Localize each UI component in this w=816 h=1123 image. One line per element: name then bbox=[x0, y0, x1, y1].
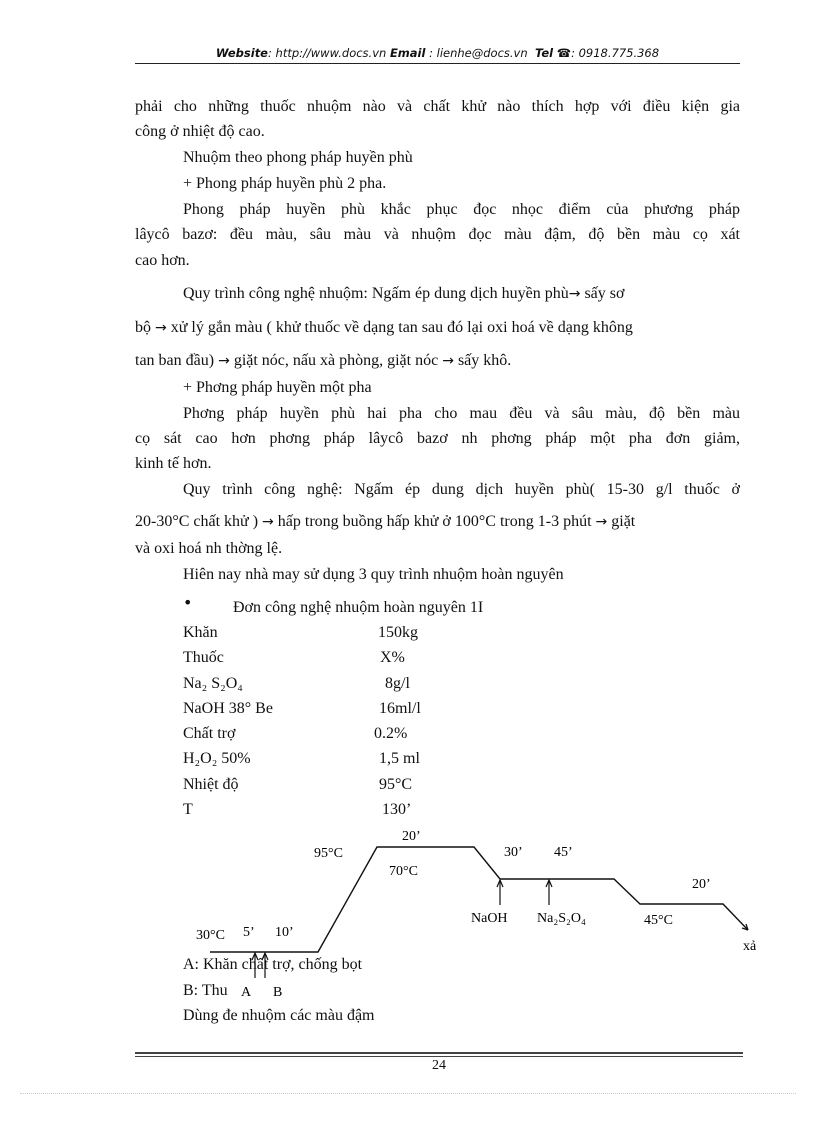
recipe-value: 0.2% bbox=[374, 725, 408, 742]
recipe-value: 8g/l bbox=[385, 675, 410, 692]
recipe-key: Na₂ S₂O₄ bbox=[183, 675, 243, 692]
list-heading: Đơn công nghệ nhuộm hoàn nguyên 1I bbox=[233, 599, 484, 616]
paragraph-line: Quy trình công nghệ: Ngấm ép dung dịch huyền phù( 15-30 g/l thuốc ở bbox=[183, 481, 740, 498]
text-span: tan ban đầu) bbox=[135, 352, 219, 369]
footer-rule bbox=[135, 1052, 743, 1054]
tel-label: Tel bbox=[534, 46, 554, 60]
label-10min: 10’ bbox=[275, 925, 294, 940]
recipe-key: Thuốc bbox=[183, 649, 224, 666]
paragraph-line: và oxi hoá nh thờng lệ. bbox=[135, 540, 283, 557]
label-45min: 45’ bbox=[554, 845, 573, 860]
label-a: A bbox=[241, 985, 252, 1000]
recipe-key: T bbox=[183, 801, 193, 818]
arrow-icon: → bbox=[568, 286, 581, 302]
text-span: bộ bbox=[135, 319, 155, 336]
paragraph-line: Phong pháp huyền phù khắc phục đọc nhọc điểm của phương pháp bbox=[183, 201, 740, 218]
paragraph-line: kinh tế hơn. bbox=[135, 455, 212, 472]
label-5min: 5’ bbox=[243, 925, 255, 940]
arrow-icon: → bbox=[442, 353, 454, 369]
recipe-value: 16ml/l bbox=[379, 700, 421, 717]
text-span: 20-30°C chất khử ) bbox=[135, 513, 263, 530]
note-b: B: Thu bbox=[183, 982, 228, 999]
text-span: sấy sơ bbox=[580, 285, 625, 302]
label-30min: 30’ bbox=[504, 845, 523, 860]
recipe-value: X% bbox=[380, 649, 405, 666]
label-na2s2o4: Na₂S₂O₄ bbox=[537, 911, 586, 926]
text-span: Quy trình công nghệ nhuộm: Ngấm ép dung dịch huyền phù bbox=[183, 285, 569, 302]
paragraph-line: công ở nhiệt độ cao. bbox=[135, 123, 265, 140]
arrow-icon: → bbox=[155, 320, 167, 336]
paragraph-line: lâycô bazơ: đều màu, sâu màu và nhuộm đọc màu đậm, độ bền màu cọ xát bbox=[135, 226, 740, 243]
recipe-value: 130’ bbox=[382, 801, 412, 818]
label-45c: 45°C bbox=[644, 913, 673, 928]
email-label: Email bbox=[389, 46, 426, 60]
note-a: A: Khăn chất trợ, chống bọt bbox=[183, 956, 363, 973]
arrow-icon: → bbox=[595, 514, 608, 530]
page-bottom-dots bbox=[20, 1093, 796, 1094]
paragraph-line: Hiên nay nhà may sử dụng 3 quy trình nhuộm hoàn nguyên bbox=[183, 566, 564, 583]
label-b: B bbox=[273, 985, 283, 1000]
recipe-key: NaOH 38° Be bbox=[183, 700, 273, 717]
label-20min-b: 20’ bbox=[692, 877, 711, 892]
text-span: giặt nóc, nấu xà phòng, giặt nóc bbox=[229, 352, 443, 369]
paragraph-line: cọ sát cao hơn phơng pháp lâycô bazơ nh phơng pháp một pha đơn giảm, bbox=[135, 430, 740, 447]
label-70c: 70°C bbox=[389, 864, 418, 879]
label-naoh: NaOH bbox=[471, 911, 508, 926]
phone-icon: ☎ bbox=[556, 46, 572, 60]
footer-rule bbox=[135, 1056, 743, 1057]
bullet-icon: • bbox=[183, 593, 193, 612]
recipe-value: 95°C bbox=[379, 776, 413, 793]
recipe-value: 1,5 ml bbox=[379, 750, 420, 767]
paragraph-line: Nhuộm theo phong pháp huyền phù bbox=[183, 149, 413, 166]
text-span: xử lý gắn màu ( khử thuốc về dạng tan sau đó lại oxi hoá về dạng không bbox=[166, 319, 633, 336]
text-span: sấy khô. bbox=[453, 352, 512, 369]
website-label: Website bbox=[215, 46, 268, 60]
tel-value: : 0918.775.368 bbox=[571, 46, 660, 60]
paragraph-line: Phơng pháp huyền phù hai pha cho mau đều và sâu màu, độ bền màu bbox=[183, 405, 740, 422]
label-xa: xả bbox=[743, 939, 757, 954]
recipe-value: 150kg bbox=[378, 624, 418, 641]
paragraph-line: cao hơn. bbox=[135, 252, 190, 269]
arrow-icon: → bbox=[218, 353, 230, 369]
recipe-key: Khăn bbox=[183, 624, 218, 641]
text-span: hấp trong buồng hấp khử ở 100°C trong 1-3 phút bbox=[273, 513, 596, 530]
label-95c: 95°C bbox=[314, 846, 343, 861]
recipe-key: Chất trợ bbox=[183, 725, 236, 742]
page-number: 24 bbox=[432, 1058, 446, 1073]
arrow-icon: → bbox=[262, 514, 274, 530]
note-c: Dùng đe nhuộm các màu đậm bbox=[183, 1007, 375, 1024]
recipe-key: H₂O₂ 50% bbox=[183, 750, 251, 767]
label-20min-a: 20’ bbox=[402, 829, 421, 844]
recipe-key: Nhiệt độ bbox=[183, 776, 239, 793]
website-url: : http://www.docs.vn bbox=[268, 46, 387, 60]
paragraph-line: + Phơng pháp huyền một pha bbox=[183, 379, 372, 396]
paragraph-line: + Phong pháp huyền phù 2 pha. bbox=[183, 175, 387, 192]
paragraph-line: phải cho những thuốc nhuộm nào và chất khử nào thích hợp với điều kiện gia bbox=[135, 98, 740, 115]
text-span: giặt bbox=[607, 513, 636, 530]
label-30c: 30°C bbox=[196, 928, 225, 943]
email-value: : lienhe@docs.vn bbox=[429, 46, 528, 60]
